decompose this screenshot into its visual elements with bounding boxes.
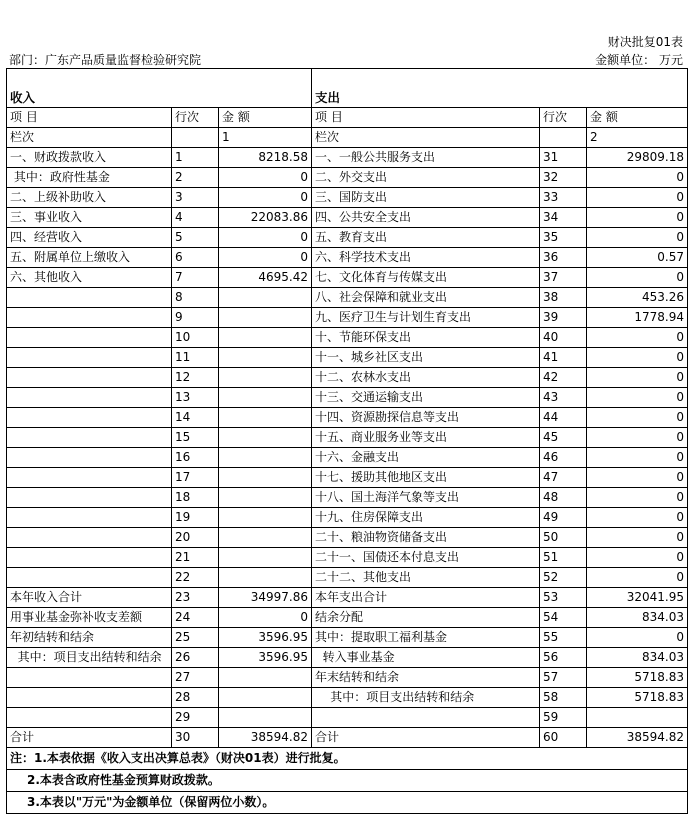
table-row — [7, 388, 688, 408]
expense-row-no-cell: 47 — [540, 468, 587, 488]
expense-amount-cell: 0 — [587, 168, 688, 188]
income-item-cell — [7, 328, 172, 348]
expense-item-cell: 四、公共安全支出 — [312, 208, 540, 228]
form-code: 财决批复01表 — [607, 35, 683, 49]
income-amount-cell — [219, 308, 312, 328]
income-row-no-cell: 10 — [172, 328, 219, 348]
expense-amount-cell: 0 — [587, 628, 688, 648]
expense-row-no-header: 行次 — [540, 108, 587, 128]
income-amount-cell — [219, 288, 312, 308]
expense-row-no-cell: 40 — [540, 328, 587, 348]
expense-amount-cell: 0 — [587, 568, 688, 588]
income-row-no-cell: 5 — [172, 228, 219, 248]
income-item-cell: 其中：项目支出结转和结余 — [7, 648, 172, 668]
expense-row-no-cell: 32 — [540, 168, 587, 188]
expense-amount-cell: 0 — [587, 428, 688, 448]
unit-label: 金额单位： 万元 — [595, 53, 683, 67]
income-amount-cell: 38594.82 — [219, 728, 312, 748]
income-row-no-cell: 12 — [172, 368, 219, 388]
expense-row-no-cell: 58 — [540, 688, 587, 708]
expense-amount-cell: 0 — [587, 228, 688, 248]
expense-amount-cell: 1778.94 — [587, 308, 688, 328]
expense-row-no-cell: 41 — [540, 348, 587, 368]
income-row-no-cell: 26 — [172, 648, 219, 668]
expense-row-no-cell: 31 — [540, 148, 587, 168]
income-row-no-cell: 15 — [172, 428, 219, 448]
income-item-cell: 三、事业收入 — [7, 208, 172, 228]
note-row — [7, 792, 688, 814]
income-row-no-cell: 18 — [172, 488, 219, 508]
income-row-no-cell: 2 — [172, 168, 219, 188]
income-amount-cell — [219, 388, 312, 408]
expense-item-cell: 二十一、国债还本付息支出 — [312, 548, 540, 568]
note-text: 2.本表含政府性基金预算财政拨款。 — [7, 770, 688, 792]
expense-amount-cell: 0 — [587, 528, 688, 548]
expense-amount-cell: 5718.83 — [587, 688, 688, 708]
expense-item-cell: 八、社会保障和就业支出 — [312, 288, 540, 308]
expense-row-no-cell: 50 — [540, 528, 587, 548]
income-col-no: 1 — [219, 128, 312, 148]
income-item-cell — [7, 288, 172, 308]
income-item-cell — [7, 408, 172, 428]
income-amount-cell: 3596.95 — [219, 648, 312, 668]
expense-amount-cell: 0 — [587, 548, 688, 568]
table-row — [7, 608, 688, 628]
income-item-cell: 用事业基金弥补收支差额 — [7, 608, 172, 628]
income-amount-cell: 0 — [219, 248, 312, 268]
expense-row-no-cell: 55 — [540, 628, 587, 648]
expense-amount-cell — [587, 708, 688, 728]
expense-item-cell: 转入事业基金 — [312, 648, 540, 668]
income-item-cell: 其中：政府性基金 — [7, 168, 172, 188]
expense-item-cell: 十六、金融支出 — [312, 448, 540, 468]
section-header-row — [7, 69, 688, 108]
expense-amount-cell: 5718.83 — [587, 668, 688, 688]
expense-amount-cell: 0 — [587, 388, 688, 408]
expense-item-cell: 二十二、其他支出 — [312, 568, 540, 588]
income-col-blank — [172, 128, 219, 148]
expense-row-no-cell: 37 — [540, 268, 587, 288]
income-amount-cell: 0 — [219, 228, 312, 248]
expense-row-no-cell: 49 — [540, 508, 587, 528]
table-row — [7, 208, 688, 228]
expense-amount-cell: 0 — [587, 468, 688, 488]
income-item-cell: 合计 — [7, 728, 172, 748]
expense-item-cell: 十三、交通运输支出 — [312, 388, 540, 408]
expense-item-cell: 十五、商业服务业等支出 — [312, 428, 540, 448]
expense-amount-cell: 0 — [587, 408, 688, 428]
income-row-no-header: 行次 — [172, 108, 219, 128]
income-row-no-cell: 25 — [172, 628, 219, 648]
income-amount-cell — [219, 428, 312, 448]
expense-row-no-cell: 43 — [540, 388, 587, 408]
note-row — [7, 770, 688, 792]
expense-row-no-cell: 42 — [540, 368, 587, 388]
income-amount-cell — [219, 488, 312, 508]
expense-row-no-cell: 54 — [540, 608, 587, 628]
income-row-no-cell: 22 — [172, 568, 219, 588]
income-item-header: 项 目 — [7, 108, 172, 128]
expense-amount-cell: 0.57 — [587, 248, 688, 268]
income-item-cell: 一、财政拨款收入 — [7, 148, 172, 168]
expense-item-cell: 十四、资源勘探信息等支出 — [312, 408, 540, 428]
expense-row-no-cell: 59 — [540, 708, 587, 728]
expense-row-no-cell: 35 — [540, 228, 587, 248]
table-row — [7, 628, 688, 648]
table-row — [7, 488, 688, 508]
income-item-cell: 六、其他收入 — [7, 268, 172, 288]
income-row-no-cell: 3 — [172, 188, 219, 208]
income-item-cell — [7, 688, 172, 708]
table-row — [7, 468, 688, 488]
income-item-cell — [7, 488, 172, 508]
income-amount-cell — [219, 368, 312, 388]
expense-amount-cell: 29809.18 — [587, 148, 688, 168]
income-item-cell — [7, 548, 172, 568]
income-row-no-cell: 14 — [172, 408, 219, 428]
table-row — [7, 148, 688, 168]
income-item-cell: 本年收入合计 — [7, 588, 172, 608]
expense-row-no-cell: 39 — [540, 308, 587, 328]
table-row — [7, 568, 688, 588]
income-amount-cell: 0 — [219, 188, 312, 208]
table-row — [7, 328, 688, 348]
income-row-no-cell: 28 — [172, 688, 219, 708]
expense-item-cell: 七、文化体育与传媒支出 — [312, 268, 540, 288]
income-row-no-cell: 8 — [172, 288, 219, 308]
income-expense-table — [6, 68, 688, 814]
income-amount-cell: 8218.58 — [219, 148, 312, 168]
note-text: 注：1.本表依据《收入支出决算总表》（财决01表）进行批复。 — [7, 748, 688, 770]
expense-row-no-cell: 48 — [540, 488, 587, 508]
expense-item-cell: 十一、城乡社区支出 — [312, 348, 540, 368]
table-row — [7, 588, 688, 608]
income-item-cell — [7, 528, 172, 548]
expense-row-no-cell: 51 — [540, 548, 587, 568]
income-item-cell — [7, 708, 172, 728]
expense-amount-cell: 0 — [587, 328, 688, 348]
expense-item-cell — [312, 708, 540, 728]
expense-row-no-cell: 33 — [540, 188, 587, 208]
income-amount-cell — [219, 468, 312, 488]
income-row-no-cell: 17 — [172, 468, 219, 488]
income-amount-cell — [219, 408, 312, 428]
table-row — [7, 268, 688, 288]
expense-item-cell: 十二、农林水支出 — [312, 368, 540, 388]
expense-item-cell: 二十、粮油物资储备支出 — [312, 528, 540, 548]
expense-section-header: 支出 — [312, 69, 688, 108]
expense-amount-cell: 32041.95 — [587, 588, 688, 608]
income-amount-cell: 34997.86 — [219, 588, 312, 608]
table-row — [7, 708, 688, 728]
expense-item-cell: 其中：提取职工福利基金 — [312, 628, 540, 648]
table-row — [7, 428, 688, 448]
table-row — [7, 508, 688, 528]
income-row-no-cell: 16 — [172, 448, 219, 468]
income-item-cell — [7, 668, 172, 688]
income-amount-cell: 0 — [219, 168, 312, 188]
income-item-cell — [7, 308, 172, 328]
expense-amount-cell: 0 — [587, 348, 688, 368]
expense-row-no-cell: 45 — [540, 428, 587, 448]
income-item-cell — [7, 468, 172, 488]
table-row — [7, 668, 688, 688]
expense-amount-cell: 0 — [587, 508, 688, 528]
income-item-cell — [7, 368, 172, 388]
table-row — [7, 408, 688, 428]
income-amount-cell — [219, 688, 312, 708]
expense-item-cell: 一、一般公共服务支出 — [312, 148, 540, 168]
income-amount-cell — [219, 328, 312, 348]
expense-row-no-cell: 60 — [540, 728, 587, 748]
expense-amount-cell: 0 — [587, 488, 688, 508]
income-row-no-cell: 23 — [172, 588, 219, 608]
expense-item-cell: 五、教育支出 — [312, 228, 540, 248]
expense-col-blank — [540, 128, 587, 148]
income-amount-cell — [219, 548, 312, 568]
expense-amount-cell: 0 — [587, 268, 688, 288]
table-row — [7, 688, 688, 708]
income-amount-cell: 4695.42 — [219, 268, 312, 288]
table-row — [7, 168, 688, 188]
expense-amount-cell: 834.03 — [587, 648, 688, 668]
income-amount-cell — [219, 448, 312, 468]
expense-item-cell: 九、医疗卫生与计划生育支出 — [312, 308, 540, 328]
expense-row-no-cell: 52 — [540, 568, 587, 588]
expense-item-cell: 十九、住房保障支出 — [312, 508, 540, 528]
income-amount-cell — [219, 348, 312, 368]
expense-amount-header: 金 额 — [587, 108, 688, 128]
income-amount-cell: 0 — [219, 608, 312, 628]
income-row-no-cell: 4 — [172, 208, 219, 228]
income-row-no-cell: 1 — [172, 148, 219, 168]
table-row — [7, 288, 688, 308]
income-item-cell — [7, 428, 172, 448]
income-item-cell — [7, 508, 172, 528]
income-row-no-cell: 6 — [172, 248, 219, 268]
income-row-no-cell: 21 — [172, 548, 219, 568]
expense-col-no: 2 — [587, 128, 688, 148]
table-row — [7, 548, 688, 568]
expense-row-no-cell: 57 — [540, 668, 587, 688]
income-row-no-cell: 20 — [172, 528, 219, 548]
expense-row-no-cell: 38 — [540, 288, 587, 308]
expense-row-no-cell: 53 — [540, 588, 587, 608]
table-row — [7, 348, 688, 368]
expense-amount-cell: 834.03 — [587, 608, 688, 628]
expense-row-no-cell: 56 — [540, 648, 587, 668]
note-row — [7, 748, 688, 770]
income-amount-cell — [219, 708, 312, 728]
income-row-no-cell: 30 — [172, 728, 219, 748]
table-row — [7, 648, 688, 668]
note-text: 3.本表以"万元"为金额单位（保留两位小数）。 — [7, 792, 688, 814]
column-header-row — [7, 108, 688, 128]
table-body — [7, 69, 688, 814]
income-col-label: 栏次 — [7, 128, 172, 148]
income-item-cell — [7, 388, 172, 408]
table-row — [7, 188, 688, 208]
expense-amount-cell: 0 — [587, 208, 688, 228]
expense-item-cell: 本年支出合计 — [312, 588, 540, 608]
expense-item-cell: 六、科学技术支出 — [312, 248, 540, 268]
income-item-cell — [7, 568, 172, 588]
expense-col-label: 栏次 — [312, 128, 540, 148]
expense-item-cell: 二、外交支出 — [312, 168, 540, 188]
expense-amount-cell: 0 — [587, 368, 688, 388]
income-amount-header: 金 额 — [219, 108, 312, 128]
expense-row-no-cell: 36 — [540, 248, 587, 268]
expense-item-cell: 合计 — [312, 728, 540, 748]
expense-item-cell: 十、节能环保支出 — [312, 328, 540, 348]
income-row-no-cell: 13 — [172, 388, 219, 408]
expense-amount-cell: 0 — [587, 188, 688, 208]
column-number-row — [7, 128, 688, 148]
income-row-no-cell: 9 — [172, 308, 219, 328]
expense-amount-cell: 0 — [587, 448, 688, 468]
department-label: 部门：广东产品质量监督检验研究院 — [9, 53, 202, 67]
income-row-no-cell: 27 — [172, 668, 219, 688]
income-amount-cell — [219, 528, 312, 548]
income-row-no-cell: 29 — [172, 708, 219, 728]
income-item-cell: 四、经营收入 — [7, 228, 172, 248]
table-row — [7, 308, 688, 328]
income-amount-cell — [219, 508, 312, 528]
expense-item-cell: 十七、援助其他地区支出 — [312, 468, 540, 488]
expense-item-cell: 十八、国土海洋气象等支出 — [312, 488, 540, 508]
income-amount-cell — [219, 668, 312, 688]
expense-row-no-cell: 46 — [540, 448, 587, 468]
income-item-cell: 年初结转和结余 — [7, 628, 172, 648]
income-item-cell — [7, 448, 172, 468]
income-row-no-cell: 11 — [172, 348, 219, 368]
expense-row-no-cell: 34 — [540, 208, 587, 228]
table-row — [7, 448, 688, 468]
table-row — [7, 728, 688, 748]
expense-row-no-cell: 44 — [540, 408, 587, 428]
table-row — [7, 368, 688, 388]
income-amount-cell — [219, 568, 312, 588]
expense-item-cell: 年末结转和结余 — [312, 668, 540, 688]
income-row-no-cell: 7 — [172, 268, 219, 288]
income-item-cell — [7, 348, 172, 368]
table-row — [7, 528, 688, 548]
expense-amount-cell: 38594.82 — [587, 728, 688, 748]
expense-item-cell: 三、国防支出 — [312, 188, 540, 208]
expense-item-cell: 结余分配 — [312, 608, 540, 628]
table-row — [7, 248, 688, 268]
income-row-no-cell: 19 — [172, 508, 219, 528]
table-row — [7, 228, 688, 248]
income-amount-cell: 22083.86 — [219, 208, 312, 228]
income-amount-cell: 3596.95 — [219, 628, 312, 648]
expense-item-header: 项 目 — [312, 108, 540, 128]
expense-item-cell: 其中：项目支出结转和结余 — [312, 688, 540, 708]
income-item-cell: 二、上级补助收入 — [7, 188, 172, 208]
expense-amount-cell: 453.26 — [587, 288, 688, 308]
income-row-no-cell: 24 — [172, 608, 219, 628]
income-item-cell: 五、附属单位上缴收入 — [7, 248, 172, 268]
income-section-header: 收入 — [7, 69, 312, 108]
